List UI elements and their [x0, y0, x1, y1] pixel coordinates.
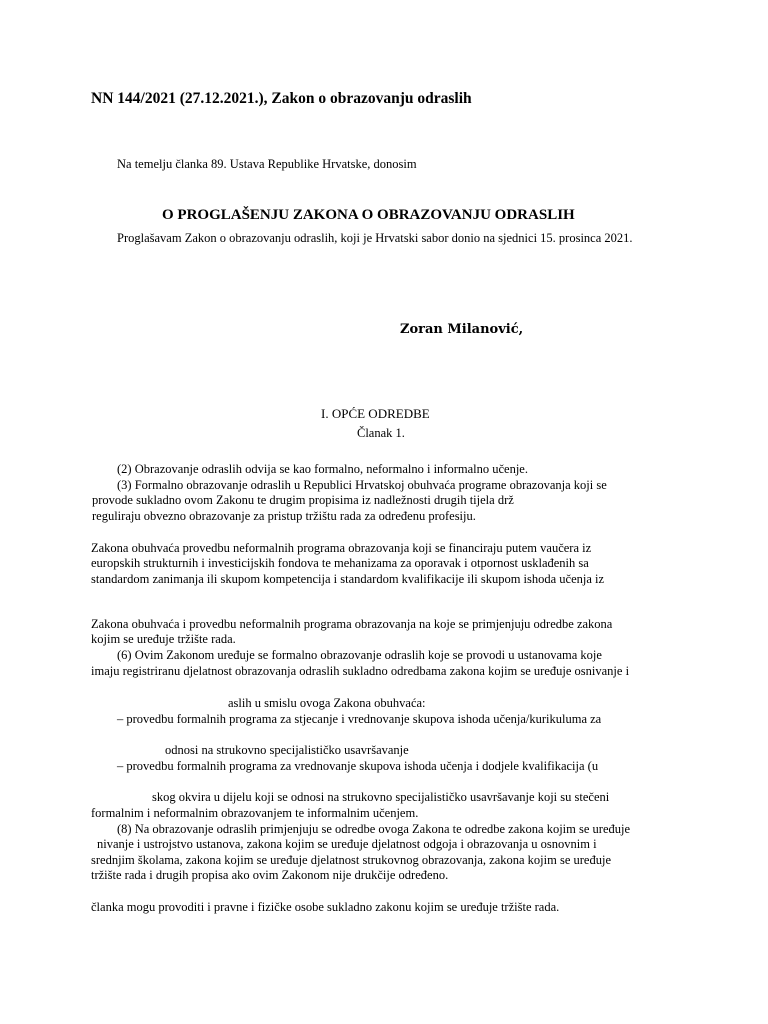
body-line: odnosi na strukovno specijalističko usavršavanje — [165, 743, 409, 757]
body-line: tržište rada i drugih propisa ako ovim Zakonom nije drukčije određeno. — [91, 868, 449, 882]
body-line: Zakona obuhvaća provedbu neformalnih programa obrazovanja koji se financiraju putem vaučera iz — [91, 541, 592, 555]
body-line: nivanje i ustrojstvo ustanova, zakona kojim se uređuje djelatnost odgoja i obrazovanja u osnovnim i — [97, 837, 597, 851]
body-line: srednjim školama, zakona kojim se uređuje djelatnost strukovnog obrazovanja, zakona kojim se uređuje — [91, 853, 611, 867]
body-line: (6) Ovim Zakonom uređuje se formalno obrazovanje odraslih koje se provodi u ustanovama koje — [117, 648, 602, 662]
body-line: europskih strukturnih i investicijskih fondova te mehanizama za oporavak i otpornost usklađenih sa — [91, 556, 589, 570]
body-line: kojim se uređuje tržište rada. — [91, 632, 236, 646]
body-line: članka mogu provoditi i pravne i fizičke osobe sukladno zakonu kojim se uređuje tržište rada. — [91, 900, 560, 914]
body-line: aslih u smislu ovoga Zakona obuhvaća: — [228, 696, 426, 710]
proclamation-heading: O PROGLAŠENJU ZAKONA O OBRAZOVANJU ODRASLIH — [162, 207, 575, 223]
proclamation-text: Proglašavam Zakon o obrazovanju odraslih, koji je Hrvatski sabor donio na sjednici 15. prosinca 2021. — [117, 231, 633, 245]
signer-name: Zoran Milanović, — [400, 322, 524, 337]
body-line: reguliraju obvezno obrazovanje za pristup tržištu rada za određenu profesiju. — [92, 509, 476, 523]
body-line: skog okvira u dijelu koji se odnosi na strukovno specijalističko usavršavanje koji su stečeni — [152, 790, 610, 804]
section-title: I. OPĆE ODREDBE — [321, 406, 430, 421]
body-line: – provedbu formalnih programa za stjecanje i vrednovanje skupova ishoda učenja/kurikuluma za — [117, 712, 602, 726]
body-line: (8) Na obrazovanje odraslih primjenjuju se odredbe ovoga Zakona te odredbe zakona kojim se uređuje — [117, 822, 631, 836]
body-line: (3) Formalno obrazovanje odraslih u Republici Hrvatskoj obuhvaća programe obrazovanja koji se — [117, 478, 607, 492]
body-line: (2) Obrazovanje odraslih odvija se kao formalno, neformalno i informalno učenje. — [117, 462, 528, 476]
body-line: formalnim i neformalnim obrazovanjem te informalnim učenjem. — [91, 806, 419, 820]
body-line: – provedbu formalnih programa za vrednovanje skupova ishoda učenja i dodjele kvalifikacija (u — [117, 759, 599, 773]
body-line: imaju registriranu djelatnost obrazovanja odraslih sukladno odredbama zakona kojim se uređuje osnivanje i — [91, 664, 630, 678]
article-title: Članak 1. — [357, 426, 405, 440]
document-title: NN 144/2021 (27.12.2021.), Zakon o obrazovanju odraslih — [91, 90, 472, 107]
body-line: standardom zanimanja ili skupom kompetencija i standardom kvalifikacije ili skupom ishoda učenja iz — [91, 572, 605, 586]
preamble: Na temelju članka 89. Ustava Republike Hrvatske, donosim — [117, 157, 417, 171]
body-line: provode sukladno ovom Zakonu te drugim propisima iz nadležnosti drugih tijela drž — [92, 493, 514, 507]
body-line: Zakona obuhvaća i provedbu neformalnih programa obrazovanja na koje se primjenjuju odredbe zakona — [91, 617, 613, 631]
